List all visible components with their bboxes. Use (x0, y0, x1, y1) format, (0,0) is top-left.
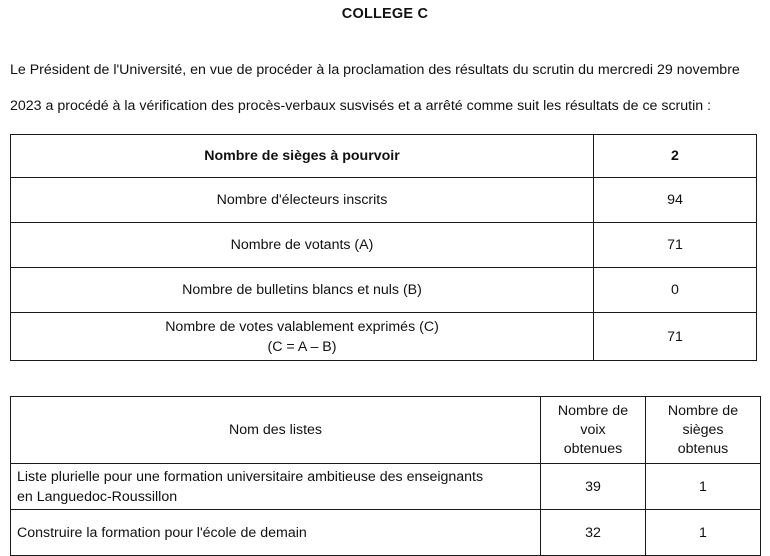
column-header-seats-line-3: obtenus (677, 440, 729, 457)
list-votes-value: 32 (541, 510, 646, 556)
results-label-blank-null-ballots: Nombre de bulletins blancs et nuls (B) (11, 268, 594, 313)
results-value-voters: 71 (594, 223, 757, 268)
column-header-list-name: Nom des listes (11, 397, 541, 464)
results-label-voters: Nombre de votants (A) (11, 223, 594, 268)
table-row (11, 510, 761, 556)
column-header-votes-obtained (541, 397, 646, 464)
results-table (10, 134, 757, 361)
list-name-cell (11, 510, 541, 556)
page-title: COLLEGE C (341, 6, 429, 22)
intro-line-1: Le Président de l'Université, en vue de procéder à la proclamation des résultats du scrutin du mercredi 29 novembre (10, 62, 740, 78)
column-header-votes-line-2: voix (580, 421, 606, 438)
results-label-registered-voters: Nombre d'électeurs inscrits (11, 178, 594, 223)
list-name-line-1: Liste plurielle pour une formation universitaire ambitieuse des enseignants (17, 468, 484, 485)
table-row (11, 268, 757, 313)
table-row (11, 313, 757, 361)
list-seats-value: 1 (646, 464, 761, 510)
results-value-registered-voters: 94 (594, 178, 757, 223)
results-value-seats-to-fill: 2 (594, 135, 757, 178)
table-row (11, 135, 757, 178)
results-value-valid-votes: 71 (594, 313, 757, 361)
column-header-seats-line-2: sièges (682, 421, 724, 438)
list-name-line-2: en Languedoc-Roussillon (17, 488, 178, 505)
results-label-valid-votes (11, 313, 594, 361)
intro-line-2: 2023 a procédé à la vérification des procès-verbaux susvisés et a arrêté comme suit les résultats de ce scrutin : (10, 98, 712, 114)
table-row (11, 464, 761, 510)
column-header-seats-line-1: Nombre de (667, 402, 739, 419)
table-row (11, 223, 757, 268)
list-name-cell (11, 464, 541, 510)
lists-table (10, 396, 761, 556)
list-votes-value: 39 (541, 464, 646, 510)
intro-paragraph (10, 52, 760, 124)
column-header-votes-line-1: Nombre de (557, 402, 629, 419)
table-row (11, 178, 757, 223)
list-seats-value: 1 (646, 510, 761, 556)
results-label-seats-to-fill: Nombre de sièges à pourvoir (11, 135, 594, 178)
results-label-valid-votes-main: Nombre de votes valablement exprimés (C) (165, 318, 439, 335)
table-header-row (11, 397, 761, 464)
results-value-blank-null-ballots: 0 (594, 268, 757, 313)
column-header-seats-obtained (646, 397, 761, 464)
results-label-valid-votes-formula: (C = A – B) (267, 338, 337, 355)
list-name-line-1: Construire la formation pour l'école de demain (17, 524, 307, 541)
column-header-votes-line-3: obtenues (563, 440, 623, 457)
